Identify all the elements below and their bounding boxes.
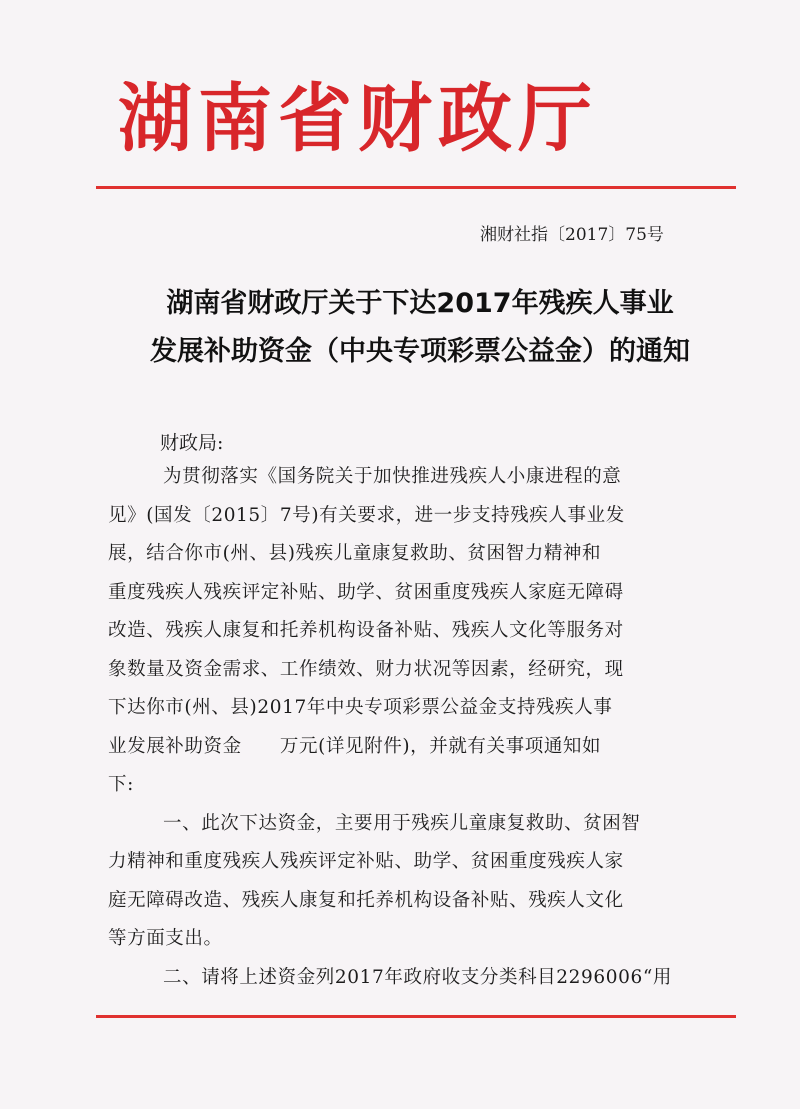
body-line: 下: [108,774,134,795]
body-line: 力精神和重度残疾人残疾评定补贴、助学、贫困重度残疾人家 [108,851,624,872]
footer-red-rule [96,1015,736,1018]
document-title-line-1: 湖南省财政厅关于下达2017年残疾人事业 [166,288,674,319]
body-line: 见》(国发〔2015〕7号)有关要求，进一步支持残疾人事业发 [108,504,625,526]
document-number: 湘财社指〔2017〕75号 [480,225,664,245]
body-line: 展，结合你市(州、县)残疾儿童康复救助、贫困智力精神和 [108,543,602,564]
header-red-rule [96,186,736,189]
document-body [108,458,708,997]
body-line: 等方面支出。 [108,928,223,949]
body-line: 二、请将上述资金列2017年政府收支分类科目2296006“用 [163,966,673,988]
body-line: 业发展补助资金 万元(详见附件)，并就有关事项通知如 [108,735,602,757]
issuer-header-title: 湖南省财政厅 [118,76,598,162]
body-line: 下达你市(州、县)2017年中央专项彩票公益金支持残疾人事 [108,697,613,718]
body-line: 为贯彻落实《国务院关于加快推进残疾人小康进程的意 [163,466,622,487]
body-line: 象数量及资金需求、工作绩效、财力状况等因素，经研究，现 [108,658,624,680]
body-line: 一、此次下达资金，主要用于残疾儿童康复救助、贫困智 [163,812,641,834]
body-line: 改造、残疾人康复和托养机构设备补贴、残疾人文化等服务对 [108,620,624,641]
body-line: 重度残疾人残疾评定补贴、助学、贫困重度残疾人家庭无障碍 [108,581,624,603]
salutation: 财政局: [160,432,224,454]
document-title [110,280,730,376]
body-line: 庭无障碍改造、残疾人康复和托养机构设备补贴、残疾人文化 [108,889,624,911]
document-title-line-2: 发展补助资金（中央专项彩票公益金）的通知 [150,336,690,367]
